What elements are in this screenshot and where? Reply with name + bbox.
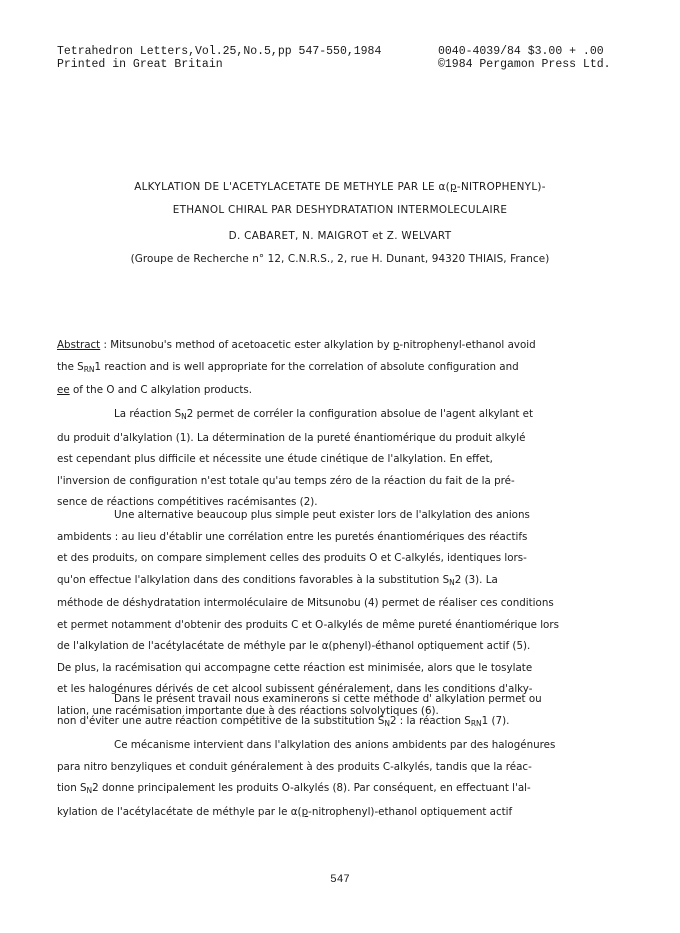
- printed-line: Printed in Great Britain: [57, 58, 223, 71]
- copyright-block: [438, 45, 611, 71]
- citation-line: Tetrahedron Letters,Vol.25,No.5,pp 547-550,1984: [57, 45, 382, 58]
- page-number: 547: [330, 874, 350, 886]
- paragraph-4: Ce mécanisme intervient dans l'alkylation des anions ambidents par des halogénures para nitro benzyliques et conduit généralement à des produits C-alkylés, tandis que la réac- tion $S_N2$ donne principalement les produits O-alkylés (8). Par conséquent, en effectuant l'al- kylation de l'acétylacétate de méthyle par le α(p-nitrophenyl)-ethanol optiquement actif: [57, 739, 556, 818]
- paragraph-2: Une alternative beaucoup plus simple peut exister lors de l'alkylation des anions ambidents : au lieu d'établir une corrélation entre les puretés énantiomériques des réactifs et des produits, on compare simplement celles des produits O et C-alkylés, identiques lors- qu'on effectue l'alkylation dans des conditions favorables à la substitution $S_N2$ (3). La méthode de déshydratation intermoléculaire de Mitsunobu (4) permet de réaliser ces conditions et permet notamment d'obtenir des produits C et O-alkylés de même pureté énantiomérique lors de l'alkylation de l'acétylacétate de méthyle par le α(phenyl)-éthanol optiquement actif (5). De plus, la racémisation qui accompagne cette réaction est minimisée, alors que le tosylate et les halogénures dérivés de cet alcool subissent généralement, dans les conditions d'alky- lation, une racémisation importante due à des réactions solvolytiques (6).: [57, 509, 559, 717]
- authors: D. CABARET, N. MAIGROT et Z. WELVART: [228, 230, 452, 242]
- price-code: 0040-4039/84 $3.00 + .00: [438, 45, 604, 58]
- article-title-line1: ALKYLATION DE L'ACETYLACETATE DE METHYLE PAR LE α(p-NITROPHENYL)-: [134, 181, 546, 193]
- journal-citation: [57, 45, 381, 71]
- abstract-label: Abstract: [57, 339, 101, 351]
- affiliation: (Groupe de Recherche n° 12, C.N.R.S., 2, rue H. Dunant, 94320 THIAIS, France): [130, 253, 550, 265]
- copyright-line: ©1984 Pergamon Press Ltd.: [438, 58, 611, 71]
- paragraph-1: La réaction $S_N2$ permet de corréler la configuration absolue de l'agent alkylant et du produit d'alkylation (1). La détermination de la pureté énantiomérique du produit alkylé est cependant plus difficile et nécessite une étude cinétique de l'alkylation. En effet, l'inversion de configuration n'est totale qu'au temps zéro de la réaction du fait de la pré- sence de réactions compétitives racémisantes (2).: [57, 408, 534, 508]
- para-prefix: p: [450, 181, 457, 193]
- abstract: Abstract : Mitsunobu's method of acetoacetic ester alkylation by p-nitrophenyl-ethanol avoid the $S_{RN}1$ reaction and is well appropriate for the correlation of absolute configuration and ee of the O and C alkylation products.: [57, 339, 536, 396]
- article-title-line2: ETHANOL CHIRAL PAR DESHYDRATATION INTERMOLECULAIRE: [172, 204, 508, 216]
- paragraph-3: Dans le présent travail nous examinerons si cette méthode d' alkylation permet ou non d'éviter une autre réaction compétitive de la substitution $S_N2$ : la réaction $S_{RN}1$ (7).: [57, 693, 542, 728]
